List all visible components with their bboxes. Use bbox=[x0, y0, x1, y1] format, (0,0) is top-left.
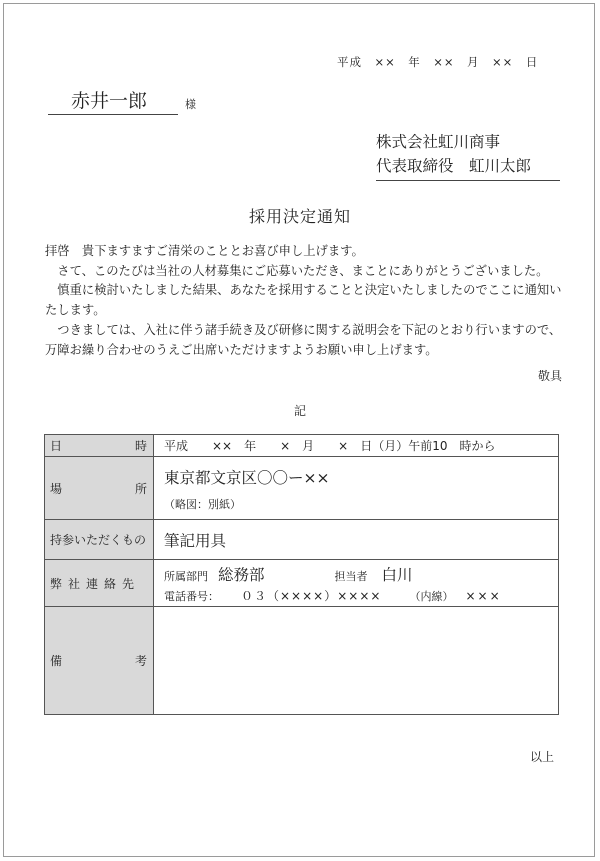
label-contact: 弊社連絡先 bbox=[45, 560, 154, 607]
company-name: 株式会社虹川商事 bbox=[376, 133, 501, 151]
thanks-paragraph: さて、このたびは当社の人材募集にご応募いただき、まことにありがとうございました。 bbox=[45, 263, 549, 278]
dept-label: 所属部門 bbox=[164, 570, 208, 583]
person-label: 担当者 bbox=[334, 570, 368, 583]
phone-value: ０３（××××）×××× bbox=[241, 589, 382, 603]
extension-value: ××× bbox=[465, 589, 502, 603]
decision-paragraph: 慎重に検討いたしました結果、あなたを採用することと決定いたしましたのでここに通知いたします。 bbox=[45, 283, 562, 318]
briefing-paragraph: つきましては、入社に伴う諸手続き及び研修に関する説明会を下記のとおり行いますので、万障お繰り合わせのうえご出席いただけますようお願い申し上げます。 bbox=[45, 322, 562, 357]
place-note: （略図：別紙） bbox=[164, 498, 241, 511]
table-row-remarks bbox=[45, 607, 559, 715]
extension-label: （内線） bbox=[409, 590, 454, 603]
document-title: 採用決定通知 bbox=[248, 207, 351, 226]
document-page bbox=[3, 3, 595, 857]
representative: 代表取締役 虹川太郎 bbox=[376, 154, 560, 181]
table-row-datetime bbox=[45, 435, 559, 457]
table-row-items bbox=[45, 520, 559, 560]
value-datetime: 平成 ×× 年 × 月 × 日（月）午前10 時から bbox=[154, 435, 559, 457]
honorific: 様 bbox=[185, 98, 196, 111]
label-items: 持参いただくもの bbox=[45, 520, 154, 560]
value-remarks bbox=[154, 607, 559, 715]
issue-date: 平成 ×× 年 ×× 月 ×× 日 bbox=[337, 55, 539, 69]
dept-value: 総務部 bbox=[218, 566, 265, 584]
label-datetime: 日 時 bbox=[45, 435, 154, 457]
value-place bbox=[154, 457, 559, 520]
phone-label: 電話番号： bbox=[164, 590, 219, 603]
value-contact bbox=[154, 560, 559, 607]
recipient-name: 赤井一郎 bbox=[71, 90, 148, 112]
closing-word: 敬具 bbox=[538, 369, 563, 383]
table-row-contact bbox=[45, 560, 559, 607]
details-table bbox=[44, 434, 559, 715]
greeting-paragraph: 拝啓 貴下ますますご清栄のこととお喜び申し上げます。 bbox=[45, 244, 364, 258]
label-place: 場 所 bbox=[45, 457, 154, 520]
table-row-place bbox=[45, 457, 559, 520]
recipient-line bbox=[48, 86, 178, 115]
value-items: 筆記用具 bbox=[154, 520, 559, 560]
letter-body bbox=[45, 242, 565, 360]
ki-heading: 記 bbox=[293, 404, 306, 418]
place-address: 東京都文京区〇〇ー×× bbox=[164, 469, 330, 487]
person-value: 白川 bbox=[381, 566, 413, 584]
end-word: 以上 bbox=[530, 750, 555, 764]
label-remarks: 備 考 bbox=[45, 607, 154, 715]
